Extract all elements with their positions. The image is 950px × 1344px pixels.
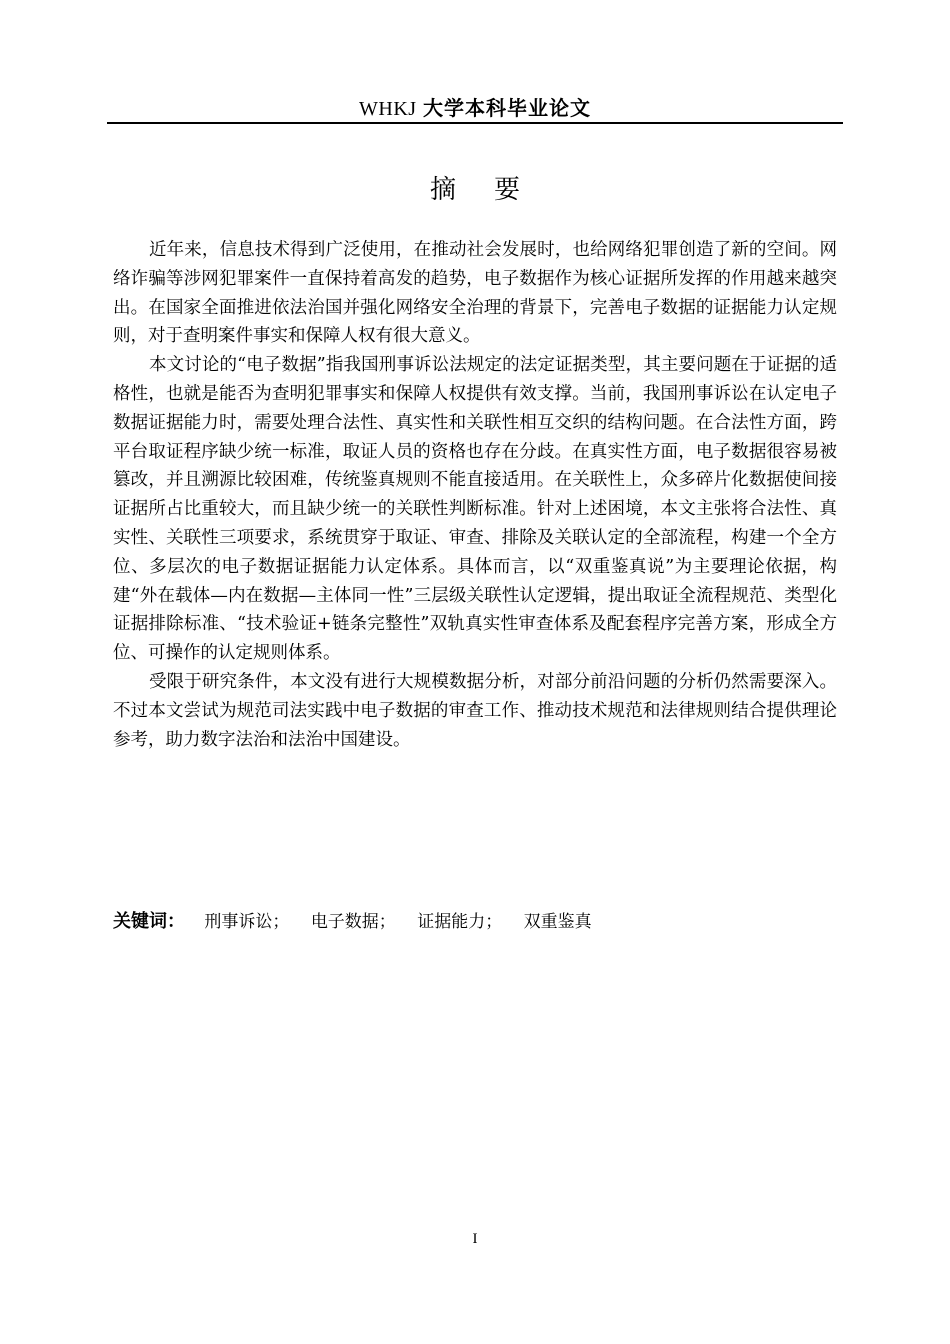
abstract-paragraph-2: 本文讨论的“电子数据”指我国刑事诉讼法规定的法定证据类型，其主要问题在于证据的适格性，也就是能否为查明犯罪事实和保障人权提供有效支撑。当前，我国刑事诉讼在认定电子数据证据能力时，需要处理合法性、真实性和关联性相互交织的结构问题。在合法性方面，跨平台取证程序缺少统一标准，取证人员的资格也存在分歧。在真实性方面，电子数据很容易被篡改，并且溯源比较困难，传统鉴真规则不能直接适用。在关联性上，众多碎片化数据使间接证据所占比重较大，而且缺少统一的关联性判断标准。针对上述困境，本文主张将合法性、真实性、关联性三项要求，系统贯穿于取证、审查、排除及关联认定的全部流程，构建一个全方位、多层次的电子数据证据能力认定体系。具体而言，以“双重鉴真说”为主要理论依据，构建“外在载体—内在数据—主体同一性”三层级关联性认定逻辑，提出取证全流程规范、类型化证据排除标准、“技术验证+链条完整性”双轨真实性审查体系及配套程序完善方案，形成全方位、可操作的认定规则体系。 bbox=[113, 355, 837, 664]
keyword-item: 双重鉴真 bbox=[523, 912, 592, 932]
keywords-label: 关键词： bbox=[113, 911, 185, 932]
abstract-paragraph-3: 受限于研究条件，本文没有进行大规模数据分析，对部分前沿问题的分析仍然需要深入。不过本文尝试为规范司法实践中电子数据的审查工作、推动技术规范和法律规则结合提供理论参考，助力数字法治和法治中国建设。 bbox=[113, 671, 837, 750]
keyword-item: 电子数据； bbox=[310, 912, 396, 932]
abstract-paragraph-1: 近年来，信息技术得到广泛使用，在推动社会发展时，也给网络犯罪创造了新的空间。网络诈骗等涉网犯罪案件一直保持着高发的趋势，电子数据作为核心证据所发挥的作用越来越突出。在国家全面推进依法治国并强化网络安全治理的背景下，完善电子数据的证据能力认定规则，对于查明案件事实和保障人权有很大意义。 bbox=[113, 240, 837, 347]
header-title: 大学本科毕业论文 bbox=[422, 96, 591, 120]
page-number: I bbox=[472, 1231, 478, 1247]
header-rule bbox=[107, 122, 843, 124]
page-title: 摘要 bbox=[429, 175, 558, 205]
abstract-body bbox=[113, 236, 837, 754]
keywords-line bbox=[113, 906, 837, 938]
header-prefix: WHKJ bbox=[359, 98, 417, 120]
keyword-item: 刑事诉讼； bbox=[204, 912, 290, 932]
page-header bbox=[107, 94, 843, 123]
keyword-item: 证据能力； bbox=[417, 912, 503, 932]
